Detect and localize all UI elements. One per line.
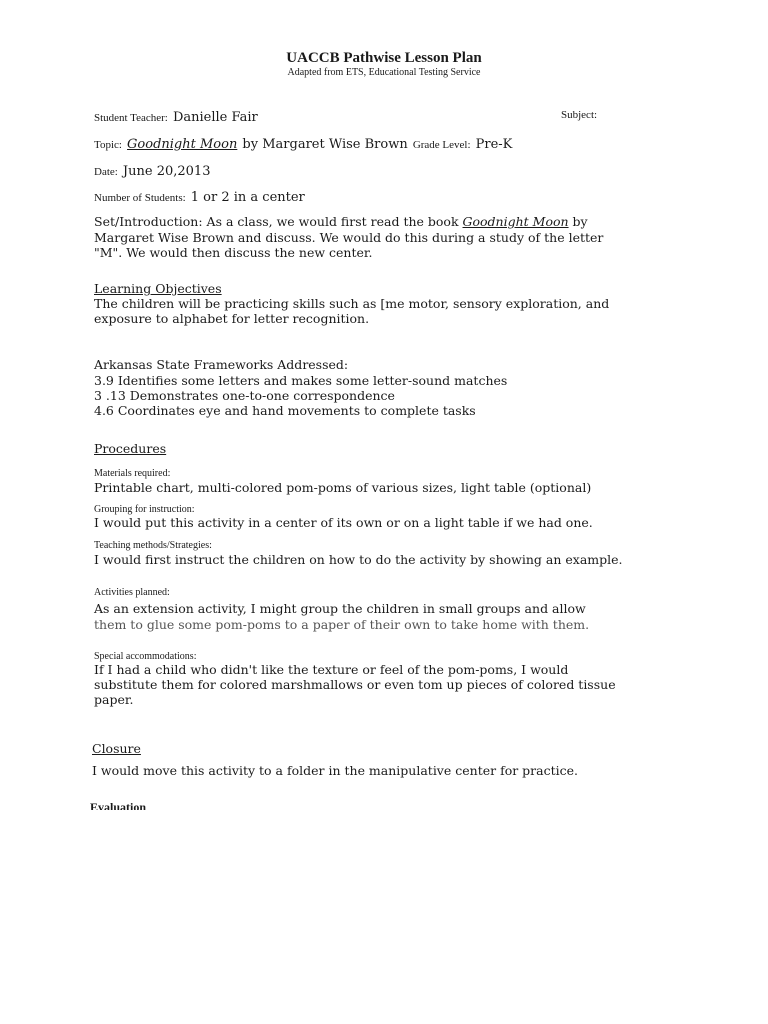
topic-book-title: Goodnight Moon — [127, 137, 238, 152]
intro-book-title: Goodnight Moon — [462, 214, 569, 229]
closure-text: I would move this activity to a folder in the manipulative center for practice. — [92, 763, 578, 778]
activities-label: Activities planned: — [94, 587, 170, 598]
procedures-heading: Procedures — [94, 441, 167, 456]
methods-label: Teaching methods/Strategies: — [94, 540, 212, 551]
special-line-2: substitute them for colored marshmallows or even tom up pieces of colored tissue — [94, 677, 616, 692]
methods-value: I would first instruct the children on how to do the activity by showing an example. — [94, 552, 623, 567]
intro-line-3: "M". We would then discuss the new center. — [94, 245, 373, 260]
intro-text: Set/Introduction: As a class, we would first read the book — [94, 214, 459, 229]
date-value: June 20,2013 — [122, 164, 211, 179]
materials-value: Printable chart, multi-colored pom-poms of various sizes, light table (optional) — [94, 480, 592, 495]
students-label: Number of Students: — [94, 192, 186, 204]
framework-item: 4.6 Coordinates eye and hand movements to complete tasks — [94, 403, 476, 418]
framework-item: 3.9 Identifies some letters and makes some letter-sound matches — [94, 373, 508, 388]
students-row — [94, 186, 305, 205]
student-teacher-value: Danielle Fair — [172, 110, 258, 125]
grouping-label: Grouping for instruction: — [94, 504, 195, 515]
frameworks-heading: Arkansas State Frameworks Addressed: — [94, 357, 349, 372]
topic-label: Topic: — [94, 139, 122, 151]
subject-label: Subject: — [561, 109, 598, 121]
materials-label: Materials required: — [94, 468, 171, 479]
special-line-1: If I had a child who didn't like the texture or feel of the pom-poms, I would — [94, 662, 569, 677]
intro-line-2: Margaret Wise Brown and discuss. We would do this during a study of the letter — [94, 230, 604, 245]
document-title: UACCB Pathwise Lesson Plan — [286, 50, 482, 66]
grade-level-value: Pre-K — [475, 137, 513, 152]
grade-level-label: Grade Level: — [412, 139, 471, 151]
objectives-line-2: exposure to alphabet for letter recognition. — [94, 311, 370, 326]
activities-line-1: As an extension activity, I might group the children in small groups and allow — [94, 601, 586, 616]
students-value: 1 or 2 in a center — [190, 190, 305, 205]
objectives-line-1: The children will be practicing skills such as [me motor, sensory exploration, and — [94, 296, 610, 311]
objectives-heading: Learning Objectives — [94, 281, 222, 296]
student-teacher-label: Student Teacher: — [94, 112, 168, 124]
closure-heading: Closure — [92, 741, 141, 756]
activities-line-2: them to glue some pom-poms to a paper of their own to take home with them. — [94, 617, 590, 632]
topic-author: by Margaret Wise Brown — [242, 137, 408, 152]
intro-line-1 — [94, 214, 588, 229]
date-row — [94, 160, 210, 179]
document-subtitle: Adapted from ETS, Educational Testing Service — [287, 67, 481, 78]
topic-row — [94, 133, 512, 152]
grouping-value: I would put this activity in a center of its own or on a light table if we had one. — [94, 515, 593, 530]
framework-item: 3 .13 Demonstrates one-to-one correspondence — [94, 388, 395, 403]
evaluation-heading: Evaluation — [90, 800, 147, 810]
special-label: Special accommodations: — [94, 651, 197, 662]
date-label: Date: — [94, 166, 118, 178]
intro-text-suffix: by — [572, 214, 588, 229]
student-teacher-row — [94, 106, 258, 125]
special-line-3: paper. — [94, 692, 134, 707]
